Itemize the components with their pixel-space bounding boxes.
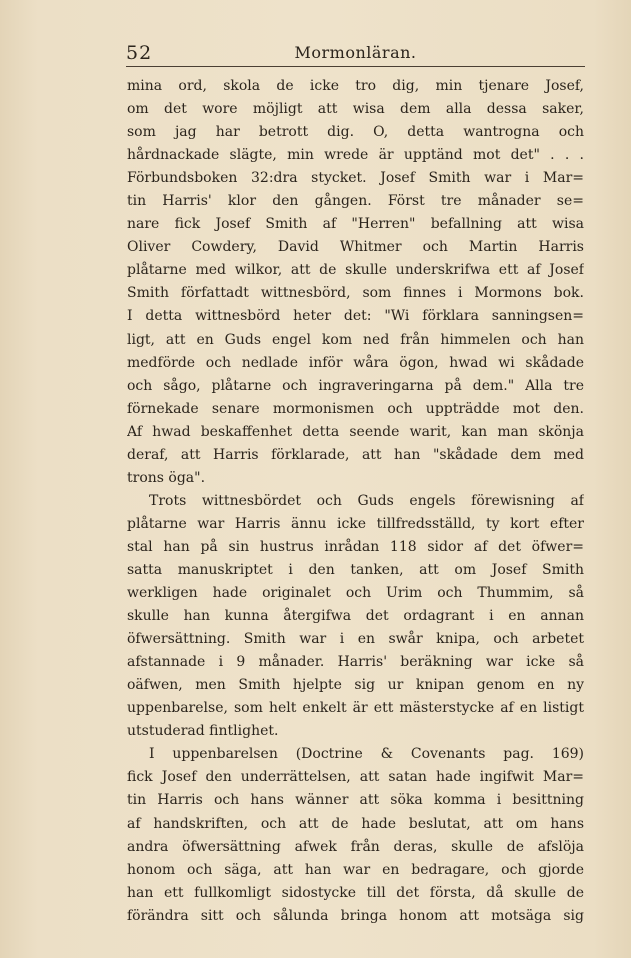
- text-line: I detta wittnesbörd heter det: "Wi förklara sanningsen=: [127, 308, 584, 325]
- text-line: om det wore möjligt att wisa dem alla dessa saker,: [127, 101, 584, 118]
- text-line: plåtarne war Harris ännu icke tillfredsställd, ty kort efter: [127, 515, 584, 532]
- text-line: afstannade i 9 månader. Harris' beräkning war icke så: [127, 654, 584, 671]
- text-line: förändra sitt och sålunda bringa honom att motsäga sig: [127, 907, 584, 924]
- text-line: ligt, att en Guds engel kom ned från himmelen och han: [127, 331, 584, 348]
- text-line: medförde och nedlade inför wåra ögon, hwad wi skådade: [127, 354, 584, 371]
- text-line: uppenbarelse, som helt enkelt är ett mästerstycke af en listigt: [127, 700, 584, 717]
- text-line: tin Harris' klor den gången. Först tre månader se=: [127, 193, 584, 210]
- text-line: nare fick Josef Smith af "Herren" befallning att wisa: [127, 216, 584, 233]
- text-line: och sågo, plåtarne och ingraveringarna på dem." Alla tre: [127, 377, 584, 394]
- text-line: han ett fullkomligt sidostycke till det första, då skulle de: [127, 884, 584, 901]
- text-line: Af hwad beskaffenhet detta seende warit, kan man skönja: [127, 423, 584, 440]
- text-line: fick Josef den underrättelsen, att satan hade ingifwit Mar=: [127, 769, 584, 786]
- text-line: stal han på sin hustrus inrådan 118 sidor af det öfwer=: [127, 538, 584, 555]
- text-line: oäfwen, men Smith hjelpte sig ur knipan genom en ny: [127, 677, 584, 694]
- text-line: förnekade senare mormonismen och uppträdde mot den.: [127, 400, 584, 417]
- running-title: Mormonläran.: [294, 43, 417, 62]
- page-number: 52: [126, 42, 153, 64]
- text-line: satta manuskriptet i den tanken, att om Josef Smith: [127, 561, 584, 578]
- text-line: trons öga".: [127, 469, 206, 486]
- text-line: utstuderad fintlighet.: [127, 723, 279, 740]
- text-line: mina ord, skola de icke tro dig, min tjenare Josef,: [127, 78, 584, 94]
- text-line: hårdnackade slägte, min wrede är upptänd mot det" . . .: [127, 147, 584, 164]
- text-line: skulle han kunna återgifwa det ordagrant i en annan: [127, 608, 584, 625]
- page-header: [126, 40, 585, 67]
- text-line: deraf, att Harris förklarade, att han "skådade dem med: [127, 446, 584, 463]
- text-line: af handskriften, och att de hade beslutat, att om hans: [127, 815, 584, 832]
- text-line: tin Harris och hans wänner att söka komma i besittning: [127, 792, 584, 809]
- text-line: honom och säga, att han war en bedragare, och gjorde: [127, 861, 584, 878]
- text-line: öfwersättning. Smith war i en swår knipa, och arbetet: [127, 631, 584, 648]
- text-line: Oliver Cowdery, David Whitmer och Martin Harris: [127, 239, 584, 256]
- text-line: I uppenbarelsen (Doctrine & Covenants pag. 169): [149, 746, 584, 763]
- body-text: [127, 75, 584, 928]
- text-line: Förbundsboken 32:dra stycket. Josef Smith war i Mar=: [127, 170, 584, 187]
- text-line: som jag har betrott dig. O, detta wantrogna och: [127, 124, 584, 141]
- text-line: werkligen hade originalet och Urim och Thummim, så: [127, 585, 584, 602]
- text-line: Smith författadt wittnesbörd, som finnes i Mormons bok.: [127, 285, 584, 302]
- text-line: andra öfwersättning afwek från deras, skulle de afslöja: [127, 838, 584, 855]
- text-line: plåtarne med wilkor, att de skulle underskrifwa ett af Josef: [127, 262, 584, 279]
- text-line: Trots wittnesbördet och Guds engels förewisning af: [149, 492, 584, 509]
